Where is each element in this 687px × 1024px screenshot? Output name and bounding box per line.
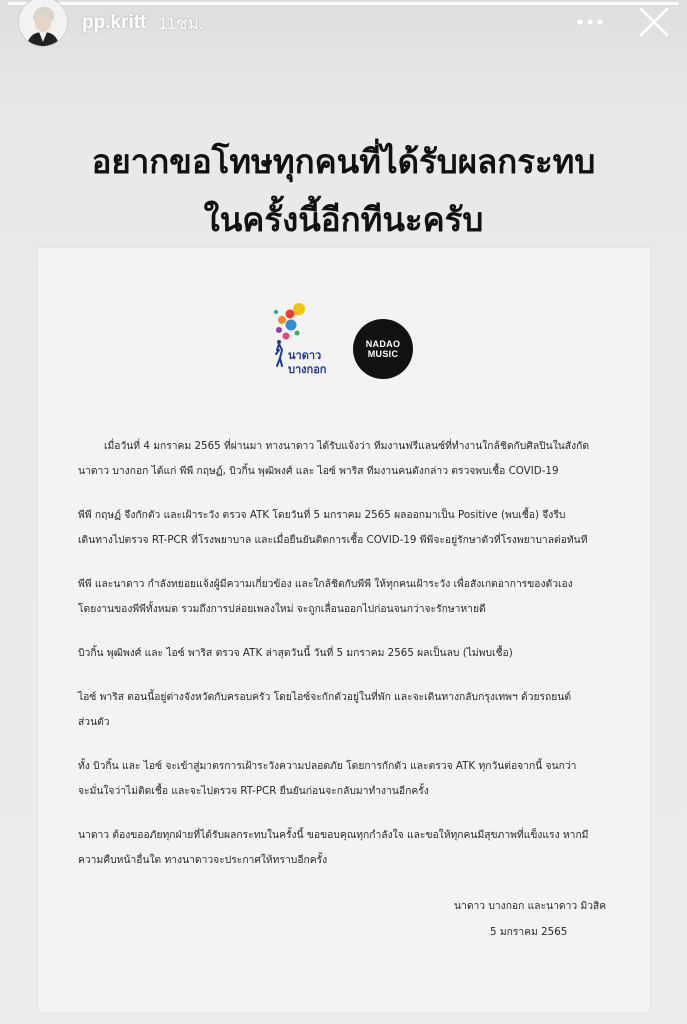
letter-paragraph-line: จะมั่นใจว่าไม่ติดเชื้อ และจะไปตรวจ RT-PCR ยืนยันก่อนจะกลับมาทำงานอีกครั้ง — [78, 785, 429, 797]
letter-paragraph-line: พีพี และนาดาว กำลังทยอยแจ้งผู้มีความเกี่ยวข้อง และใกล้ชิดกับพีพี ให้ทุกคนเฝ้าระวัง เพื่อสังเกตอาการของตัวเอง — [78, 578, 573, 590]
avatar-image — [19, 0, 67, 46]
avatar[interactable] — [18, 0, 68, 47]
letter-paragraph-line: ทั้ง บิวกิ้น และ ไอซ์ จะเข้าสู่มาตรการเฝ้าระวังความปลอดภัย โดยการกักตัว และตรวจ ATK ทุกวันต่อจากนี้ จนกว่า — [78, 760, 577, 772]
story-timestamp: 11ชม. — [158, 13, 204, 33]
letter-paragraph-line: พีพี กฤษฏ์ จึงกักตัว และเฝ้าระวัง ตรวจ ATK โดยวันที่ 5 มกราคม 2565 ผลออกมาเป็น Positive (พบเชื้อ) จึงรีบ — [78, 509, 566, 521]
letter-paragraph — [78, 641, 614, 666]
more-options-button[interactable] — [575, 10, 605, 34]
letter-paragraph-line: นาดาว ต้องขออภัยทุกฝ่ายที่ได้รับผลกระทบในครั้งนี้ ขอขอบคุณทุกกำลังใจ และขอให้ทุกคนมีสุขภาพที่แข็งแรง หากมี — [78, 829, 589, 841]
signature-org: นาดาว บางกอก และนาดาว มิวสิค — [454, 900, 607, 912]
letter-paragraph-line: โดยงานของพีพีทั้งหมด รวมถึงการปล่อยเพลงใหม่ จะถูกเลื่อนออกไปก่อนจนกว่าจะรักษาหายดี — [78, 603, 486, 615]
letter-paragraph-line: นาดาว บางกอก ได้แก่ พีพี กฤษฏ์, บิวกิ้น พุฒิพงศ์ และ ไอซ์ พาริส ทีมงานคนดังกล่าว ตรวจพบเชื้อ COVID-19 — [78, 465, 559, 477]
letter-paragraph-line: เมื่อวันที่ 4 มกราคม 2565 ที่ผ่านมา ทางนาดาว ได้รับแจ้งว่า ทีมงานฟรีแลนซ์ที่ทำงานใกล้ชิดกับศิลปินในสังกัด — [104, 440, 590, 452]
letter-paragraph — [78, 572, 614, 622]
nadao-bangkok-logo-text-2: บางกอก — [288, 363, 327, 376]
letter-paragraph-line: ความคืบหน้าอื่นใด ทางนาดาวจะประกาศให้ทราบอีกครั้ง — [78, 854, 328, 866]
letter-paragraph — [78, 754, 614, 804]
letter-paragraph-line: ไอซ์ พาริส ตอนนี้อยู่ต่างจังหวัดกับครอบครัว โดยไอซ์จะกักตัวอยู่ในที่พัก และจะเดินทางกลับกรุงเทพฯ ด้วยรถยนต์ — [78, 691, 572, 703]
signature-date: 5 มกราคม 2565 — [490, 926, 568, 938]
letter-paragraph — [78, 823, 614, 873]
more-horizontal-icon — [577, 19, 603, 25]
nadao-music-logo — [353, 319, 413, 379]
letter-paragraph — [78, 434, 614, 484]
letter-paragraph — [78, 685, 614, 735]
nadao-music-logo-text-2: MUSIC — [367, 349, 399, 359]
letter-signature — [428, 893, 628, 945]
letter-paragraph-line: บิวกิ้น พุฒิพงศ์ และ ไอซ์ พาริส ตรวจ ATK ล่าสุดวันนี้ วันที่ 5 มกราคม 2565 ผลเป็นลบ (ไม่พบเชื้อ) — [78, 647, 513, 659]
letter-body — [78, 434, 614, 892]
nadao-music-logo-text-1: NADAO — [365, 339, 401, 349]
story-username[interactable]: pp.kritt — [82, 12, 147, 33]
close-button[interactable] — [634, 2, 674, 42]
nadao-bangkok-logo-text-1: นาดาว — [288, 349, 322, 362]
story-headline — [0, 133, 687, 249]
letter-logos — [268, 300, 428, 388]
close-icon — [638, 6, 670, 38]
story-header — [18, 0, 669, 46]
letter-paragraph-line: เดินทางไปตรวจ RT-PCR ที่โรงพยาบาล และเมื่อยืนยันติดการเชื้อ COVID-19 พีพีจะอยู่รักษาตัวที่โรงพยาบาลต่อทันที — [78, 534, 588, 546]
statement-letter — [38, 248, 650, 1012]
nadao-bangkok-logo — [268, 300, 348, 388]
letter-paragraph — [78, 503, 614, 553]
headline-line-1: อยากขอโทษทุกคนที่ได้รับผลกระทบ — [91, 142, 596, 181]
letter-paragraph-line: ส่วนตัว — [78, 716, 110, 728]
headline-line-2: ในครั้งนี้อีกทีนะครับ — [203, 200, 484, 239]
